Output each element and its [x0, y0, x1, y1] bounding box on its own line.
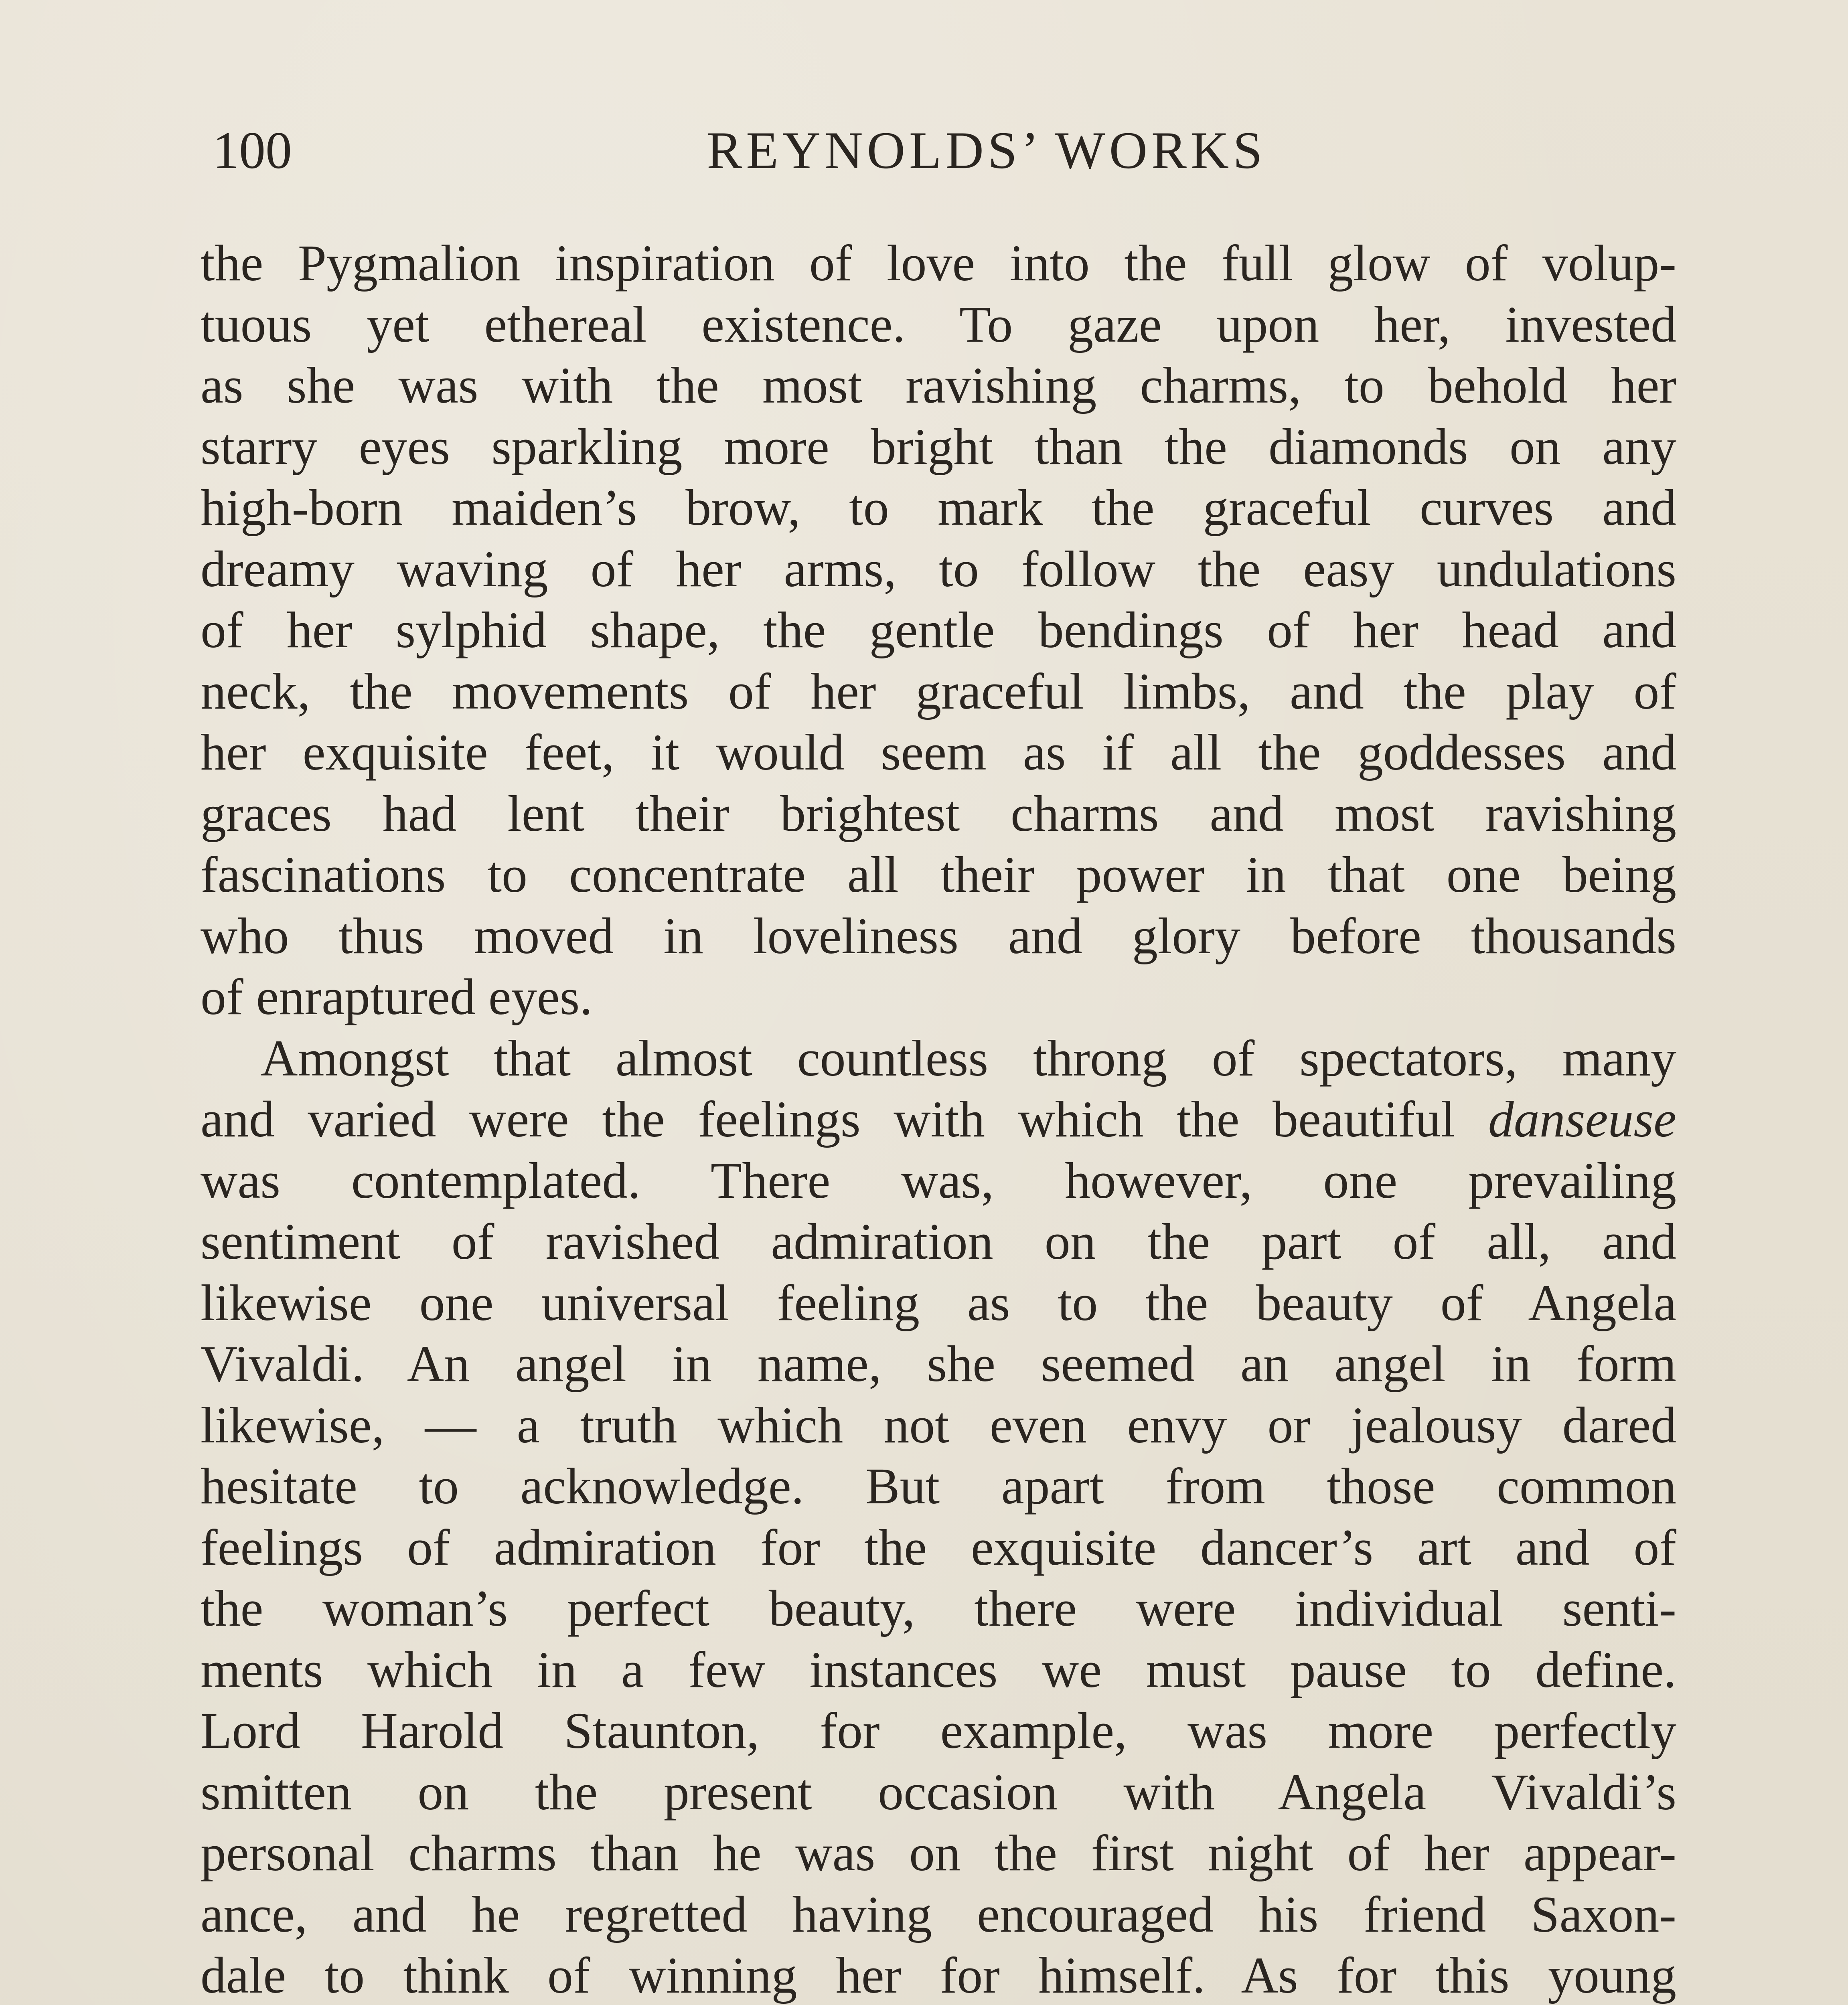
text-line: starry eyes sparkling more bright than the diamonds on any: [201, 418, 1676, 475]
text-line: likewise, — a truth which not even envy or jealousy dared: [201, 1396, 1676, 1454]
italic-word: danseuse: [1488, 1091, 1676, 1148]
text-line: dreamy waving of her arms, to follow the easy undulations: [201, 540, 1676, 597]
text-line: who thus moved in loveliness and glory before thousands: [201, 907, 1676, 964]
text-line: dale to think of winning her for himself. As for this young: [201, 1947, 1676, 2004]
text-line: Vivaldi. An angel in name, she seemed an angel in form: [201, 1335, 1676, 1392]
text-line: sentiment of ravished admiration on the part of all, and: [201, 1213, 1676, 1270]
text-line: graces had lent their brightest charms and most ravishing: [201, 785, 1676, 842]
text-line: Lord Harold Staunton, for example, was more perfectly: [201, 1702, 1676, 1759]
running-head: REYNOLDS’ WORKS: [707, 121, 1266, 180]
text-line: the Pygmalion inspiration of love into the full glow of volup-: [201, 235, 1676, 292]
text-line: and varied were the feelings with which the beautiful danseuse: [201, 1091, 1676, 1148]
text-line: ance, and he regretted having encouraged his friend Saxon-: [201, 1886, 1676, 1943]
text-line: smitten on the present occasion with Angela Vivaldi’s: [201, 1763, 1676, 1821]
body-text: [201, 233, 1676, 2005]
text-line: high-born maiden’s brow, to mark the graceful curves and: [201, 479, 1676, 536]
text-line: fascinations to concentrate all their power in that one being: [201, 846, 1676, 903]
text-line: Amongst that almost countless throng of spectators, many: [261, 1029, 1676, 1087]
text-line: tuous yet ethereal existence. To gaze upon her, invested: [201, 296, 1676, 353]
text-line: as she was with the most ravishing charms, to behold her: [201, 357, 1676, 414]
text-line: of enraptured eyes.: [201, 968, 593, 1025]
text-line: feelings of admiration for the exquisite dancer’s art and of: [201, 1519, 1676, 1576]
page-number: 100: [213, 121, 292, 180]
page-header: [213, 120, 1672, 180]
text-line: her exquisite feet, it would seem as if all the goddesses and: [201, 724, 1676, 781]
text-line: ments which in a few instances we must pause to define.: [201, 1641, 1676, 1698]
text-line: hesitate to acknowledge. But apart from those common: [201, 1458, 1676, 1515]
text-line: the woman’s perfect beauty, there were individual senti-: [201, 1580, 1676, 1637]
text-line: personal charms than he was on the first night of her appear-: [201, 1825, 1676, 1881]
text-line: likewise one universal feeling as to the beauty of Angela: [201, 1274, 1676, 1331]
text-line: of her sylphid shape, the gentle bendings of her head and: [201, 602, 1676, 658]
text-line: was contemplated. There was, however, one prevailing: [201, 1152, 1676, 1209]
text-line: neck, the movements of her graceful limbs, and the play of: [201, 662, 1676, 720]
